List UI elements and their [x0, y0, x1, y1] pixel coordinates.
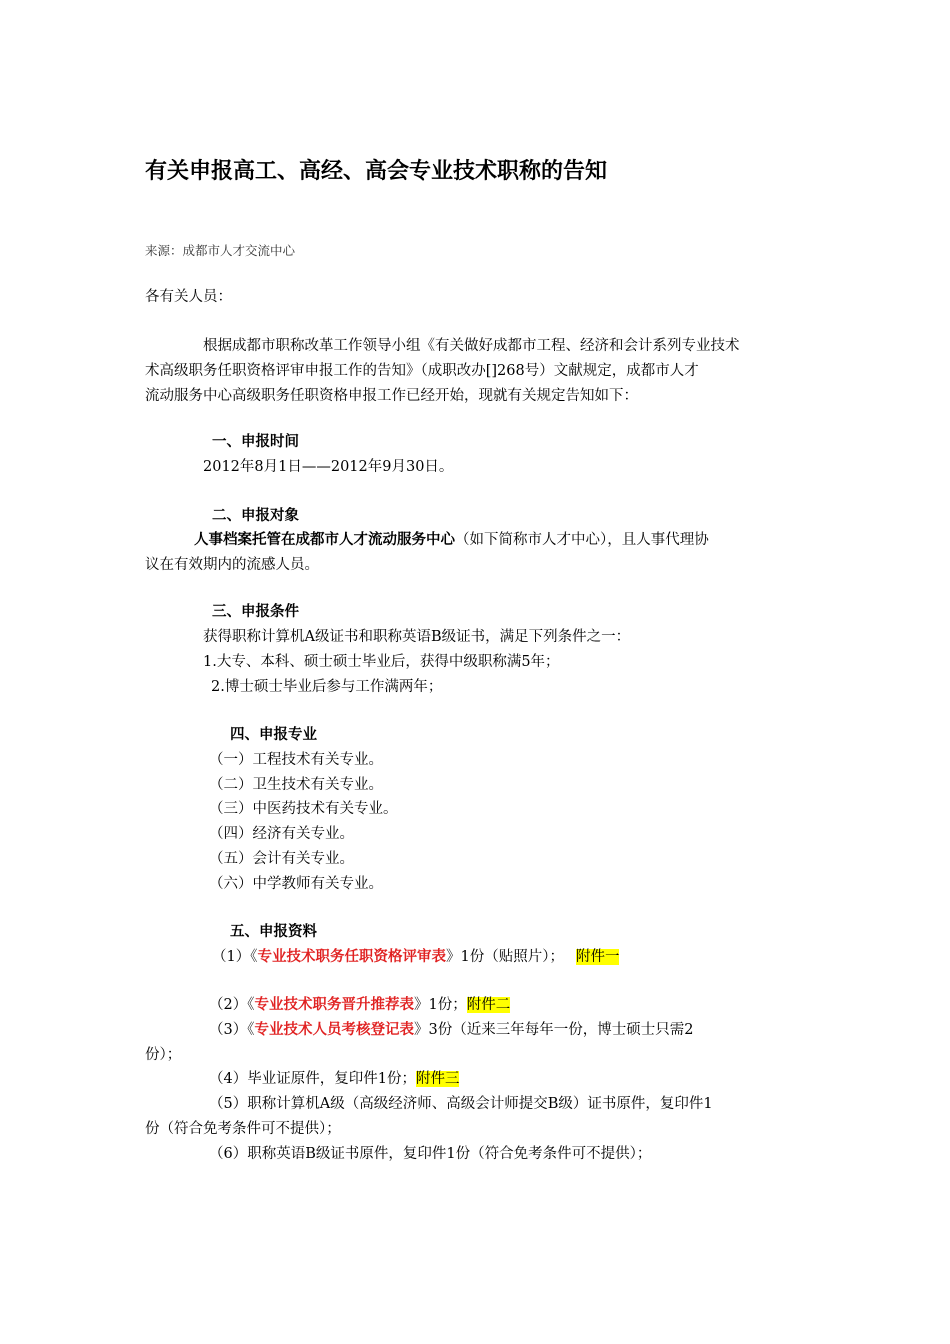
salutation: 各有关人员：	[145, 289, 232, 305]
material-3-form-name: 专业技术人员考核登记表	[254, 1022, 414, 1038]
material-1-prefix: （1）《	[212, 949, 258, 965]
list-item: （五）会计有关专业。	[209, 851, 354, 867]
section-3-heading: 三、申报条件	[212, 604, 299, 620]
material-1-form-name: 专业技术职务任职资格评审表	[257, 949, 446, 965]
material-1-suffix: 》1份（贴照片）；	[445, 949, 564, 965]
material-4-text: （4）毕业证原件，复印件1份；	[209, 1071, 416, 1087]
intro-line-2: 术高级职务任职资格评审申报工作的告知》（成职改办[]268号）文献规定，成都市人才	[145, 363, 699, 379]
material-3-suffix: 》3份（近来三年每年一份，博士硕士只需2	[413, 1022, 694, 1038]
section-1-heading: 一、申报时间	[212, 434, 299, 450]
list-item: （三）中医药技术有关专业。	[209, 801, 398, 817]
material-2-form-name: 专业技术职务晋升推荐表	[254, 997, 414, 1013]
section-3-line-1: 获得职称计算机A级证书和职称英语B级证书，满足下列条件之一：	[203, 629, 631, 645]
section-1-text: 2012年8月1日——2012年9月30日。	[203, 459, 454, 475]
material-2-suffix: 》1份；	[413, 997, 467, 1013]
section-5-heading: 五、申报资料	[230, 924, 317, 940]
section-2-bold-text: 人事档案托管在成都市人才流动服务中心	[194, 532, 455, 548]
material-3-prefix: （3）《	[209, 1022, 255, 1038]
material-3	[209, 1020, 693, 1040]
list-item: （四）经济有关专业。	[209, 826, 354, 842]
material-5-line-1: （5）职称计算机A级（高级经济师、高级会计师提交B级）证书原件，复印件1	[209, 1096, 713, 1112]
list-item: （二）卫生技术有关专业。	[209, 777, 383, 793]
material-4	[209, 1069, 459, 1089]
section-3-line-2: 1.大专、本科、硕士硕士毕业后，获得中级职称满5年；	[203, 654, 560, 670]
section-2-line-2: 议在有效期内的流感人员。	[145, 557, 319, 573]
section-2-heading: 二、申报对象	[212, 508, 299, 524]
material-2-prefix: （2）《	[209, 997, 255, 1013]
intro-line-3: 流动服务中心高级职务任职资格申报工作已经开始，现就有关规定告知如下：	[145, 388, 638, 404]
attachment-1-link[interactable]: 附件一	[575, 949, 620, 965]
material-2	[209, 995, 510, 1015]
material-1	[212, 947, 619, 967]
section-4-heading: 四、申报专业	[230, 727, 317, 743]
material-6: （6）职称英语B级证书原件，复印件1份（符合免考条件可不提供）；	[209, 1146, 652, 1162]
material-5-line-2: 份（符合免考条件可不提供）；	[145, 1121, 341, 1137]
source-line: 来源：成都市人才交流中心	[145, 243, 296, 258]
attachment-3-link[interactable]: 附件三	[415, 1071, 460, 1087]
section-2-rest-text: （如下简称市人才中心），且人事代理协	[455, 532, 709, 548]
section-2-line-1	[194, 530, 709, 550]
list-item: （六）中学教师有关专业。	[209, 876, 383, 892]
intro-line-1: 根据成都市职称改革工作领导小组《有关做好成都市工程、经济和会计系列专业技术	[203, 338, 740, 354]
attachment-2-link[interactable]: 附件二	[466, 997, 511, 1013]
material-3-continued: 份）；	[145, 1047, 182, 1063]
page-title: 有关申报高工、高经、高会专业技术职称的告知	[145, 159, 608, 184]
list-item: （一）工程技术有关专业。	[209, 752, 383, 768]
section-3-line-3: 2.博士硕士毕业后参与工作满两年；	[211, 679, 443, 695]
